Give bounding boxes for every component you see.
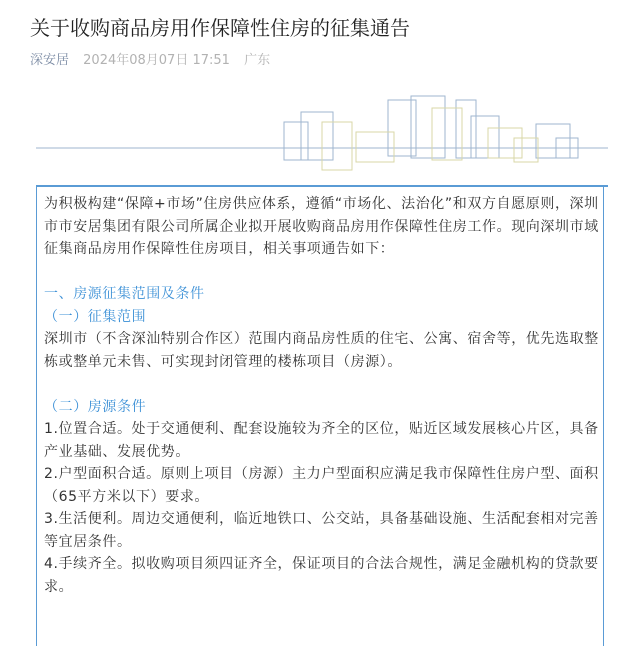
scope-paragraph: 深圳市（不含深汕特别合作区）范围内商品房性质的住宅、公寓、宿舍等，优先选取整栋或整单元未售、可实现封闭管理的楼栋项目（房源）。 [44, 331, 599, 370]
article-meta [30, 52, 270, 70]
building-outline-blue [284, 96, 578, 160]
subsection-heading: （一）征集范围 [44, 308, 147, 325]
building-outline-yellow [322, 108, 538, 170]
paragraph-spacer [44, 373, 600, 396]
skyline-banner-decoration [36, 94, 608, 188]
paragraph-spacer [44, 261, 600, 284]
publish-location: 广东 [244, 53, 271, 68]
condition-item: 4.手续齐全。拟收购项目须四证齐全，保证项目的合法合规性，满足金融机构的贷款要求。 [44, 556, 599, 595]
condition-item: 2.户型面积合适。原则上项目（房源）主力户型面积应满足我市保障性住房户型、面积（65平方米以下）要求。 [44, 466, 599, 505]
intro-paragraph: 为积极构建“保障+市场”住房供应体系，遵循“市场化、法治化”和双方自愿原则，深圳市市安居集团有限公司所属企业拟开展收购商品房用作保障性住房工作。现向深圳市域征集商品房用作保障性住房项目，相关事项通告如下： [44, 196, 599, 257]
subsection-heading: （二）房源条件 [44, 398, 147, 415]
author-link[interactable]: 深安居 [30, 53, 70, 68]
article-title: 关于收购商品房用作保障性住房的征集通告 [30, 16, 410, 40]
publish-time: 2024年08月07日 17:51 [83, 53, 230, 68]
condition-item: 3.生活便利。周边交通便利，临近地铁口、公交站，具备基础设施、生活配套相对完善等宜居条件。 [44, 511, 599, 550]
condition-item: 1.位置合适。处于交通便利、配套设施较为齐全的区位，贴近区域发展核心片区，具备产业基础、发展优势。 [44, 421, 599, 460]
section-heading: 一、房源征集范围及条件 [44, 286, 205, 302]
article-body [44, 193, 600, 598]
